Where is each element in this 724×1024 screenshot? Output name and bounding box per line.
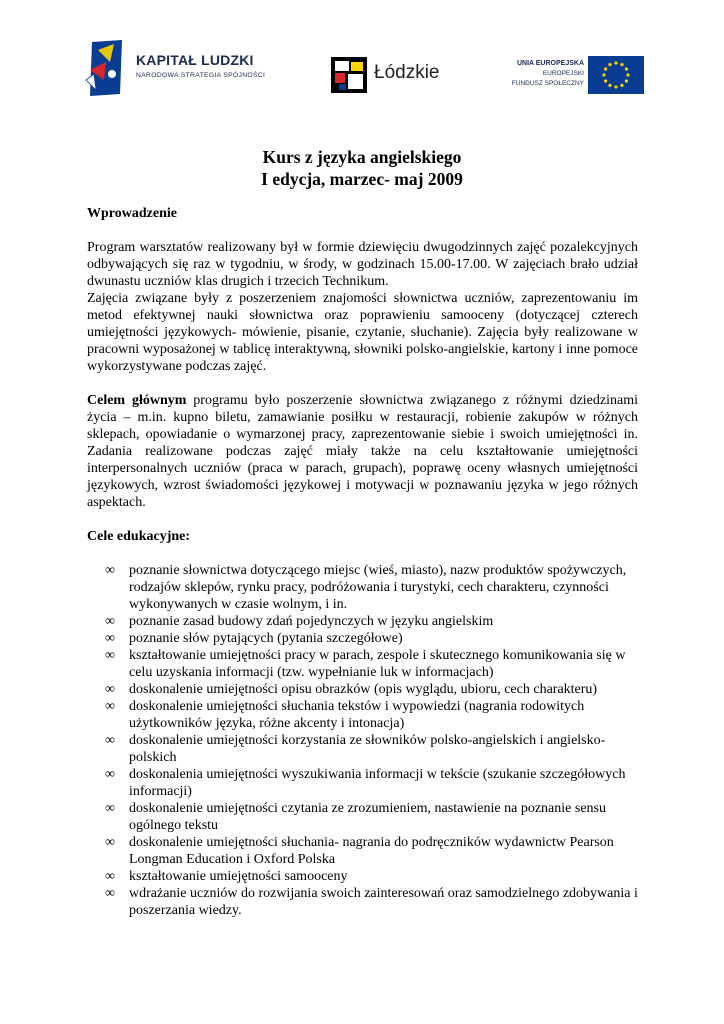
list-item: ∞ poznanie słów pytających (pytania szczegółowe)	[105, 631, 403, 646]
list-item: ∞ doskonalenie umiejętności opisu obrazków (opis wyglądu, ubioru, cech charakteru)	[105, 682, 598, 697]
edu-goals-list	[87, 562, 638, 919]
list-item: ∞ kształtowanie umiejętności pracy w parach, zespole i skutecznego komunikowania się w celu uzyskania informacji (tzw. wypełnianie luk w informacjach)	[105, 648, 626, 680]
main-goal-text: programu było poszerzenie słownictwa związanego z różnymi dziedzinami życia – m.in. kupno biletu, zamawianie posiłku w restauracji, robienie zakupów w różnych sklepach, opowiadanie o wymarzonej pracy, zaprezentowanie siebie i swoich umiejętności in. Zadania realizowane podczas zajęć miały także na celu kształtowanie umiejętności interpersonalnych uczniów (praca w parach, grupach), poprawę oceny własnych umiejętności językowych, wzrost świadomości językowej i motywacji w poznawaniu języka w jego różnych aspektach.	[87, 393, 638, 510]
eu-line2: EUROPEJSKI	[542, 70, 584, 77]
intro-paragraph-1: Program warsztatów realizowany był w formie dziewięciu dwugodzinnych zajęć pozalekcyjnych odbywających się raz w tygodniu, w środy, w godzinach 15.00-17.00. W zajęciach brało udział dwunastu uczniów klas drugich i trzecich Technikum.	[87, 240, 638, 289]
list-item: ∞ doskonalenie umiejętności czytania ze zrozumieniem, nastawienie na poznanie sensu ogólnego tekstu	[105, 801, 606, 833]
infinity-bullet-icon: ∞	[105, 631, 115, 646]
title-line-1: Kurs z języka angielskiego	[262, 147, 462, 167]
infinity-bullet-icon: ∞	[105, 801, 115, 816]
eu-line3: FUNDUSZ SPOŁECZNY	[511, 80, 584, 87]
infinity-bullet-icon: ∞	[105, 835, 115, 850]
infinity-bullet-icon: ∞	[105, 699, 115, 714]
intro-paragraph-2: Zajęcia związane były z poszerzeniem znajomości słownictwa uczniów, zaprezentowaniu im metod efektywnej nauki słownictwa oraz poprawieniu samooceny (dotyczącej czterech umiejętności językowych- mówienie, pisanie, czytanie, słuchanie). Zajęcia były realizowane w pracowni wyposażonej w tablicę interaktywną, słowniki polsko-angielskie, kartony i inne pomoce wykorzystywane podczas zajęć.	[87, 291, 638, 374]
title-line-2: I edycja, marzec- maj 2009	[261, 169, 463, 189]
infinity-bullet-icon: ∞	[105, 648, 115, 663]
list-item: ∞ wdrażanie uczniów do rozwijania swoich zainteresowań oraz samodzielnego zdobywania i poszerzania wiedzy.	[105, 886, 638, 918]
main-goal-lead: Celem głównym	[87, 393, 187, 408]
lodzkie-label: Łódzkie	[374, 62, 440, 83]
kapital-ludzki-logo	[84, 40, 284, 104]
document-title	[0, 146, 724, 190]
logo-header	[0, 0, 724, 110]
list-item: ∞ doskonalenie umiejętności korzystania ze słowników polsko-angielskich i angielsko-polskich	[105, 733, 606, 765]
infinity-bullet-icon: ∞	[105, 886, 115, 901]
infinity-bullet-icon: ∞	[105, 767, 115, 782]
kapital-ludzki-title: KAPITAŁ LUDZKI	[136, 52, 254, 68]
infinity-bullet-icon: ∞	[105, 682, 115, 697]
document-body	[87, 205, 638, 919]
list-item: ∞ poznanie zasad budowy zdań pojedynczych w języku angielskim	[105, 614, 494, 629]
list-item: ∞ kształtowanie umiejętności samooceny	[105, 869, 348, 884]
eu-text-block	[512, 59, 584, 89]
list-item: ∞ doskonalenie umiejętności słuchania tekstów i wypowiedzi (nagrania rodowitych użytkowników języka, różne akcenty i intonacja)	[105, 699, 585, 731]
infinity-bullet-icon: ∞	[105, 869, 115, 884]
kapital-ludzki-subtitle: NARODOWA STRATEGIA SPÓJNOŚCI	[136, 72, 266, 79]
eu-line1: UNIA EUROPEJSKA	[516, 60, 584, 67]
list-item: ∞ poznanie słownictwa dotyczącego miejsc (wieś, miasto), nazw produktów spożywczych, rodzajów sklepów, rynku pracy, podróżowania i turystyki, cech charakteru, czynności wykonywanych w czasie wolnym, i in.	[105, 563, 627, 612]
lodzkie-logo	[330, 56, 450, 96]
eu-logo	[498, 56, 644, 96]
edu-goals-heading: Cele edukacyjne:	[87, 529, 191, 544]
eu-flag-icon	[588, 56, 644, 94]
intro-heading: Wprowadzenie	[87, 206, 177, 221]
kapital-ludzki-emblem-icon	[84, 40, 126, 98]
list-item: ∞ doskonalenia umiejętności wyszukiwania informacji w tekście (szukanie szczegółowych informacji)	[105, 767, 626, 799]
infinity-bullet-icon: ∞	[105, 563, 115, 578]
infinity-bullet-icon: ∞	[105, 733, 115, 748]
infinity-bullet-icon: ∞	[105, 614, 115, 629]
lodzkie-emblem-icon	[330, 56, 368, 94]
main-goal-paragraph	[87, 392, 638, 511]
list-item: ∞ doskonalenie umiejętności słuchania- nagrania do podręczników wydawnictw Pearson Longman Education i Oxford Polska	[105, 835, 614, 867]
